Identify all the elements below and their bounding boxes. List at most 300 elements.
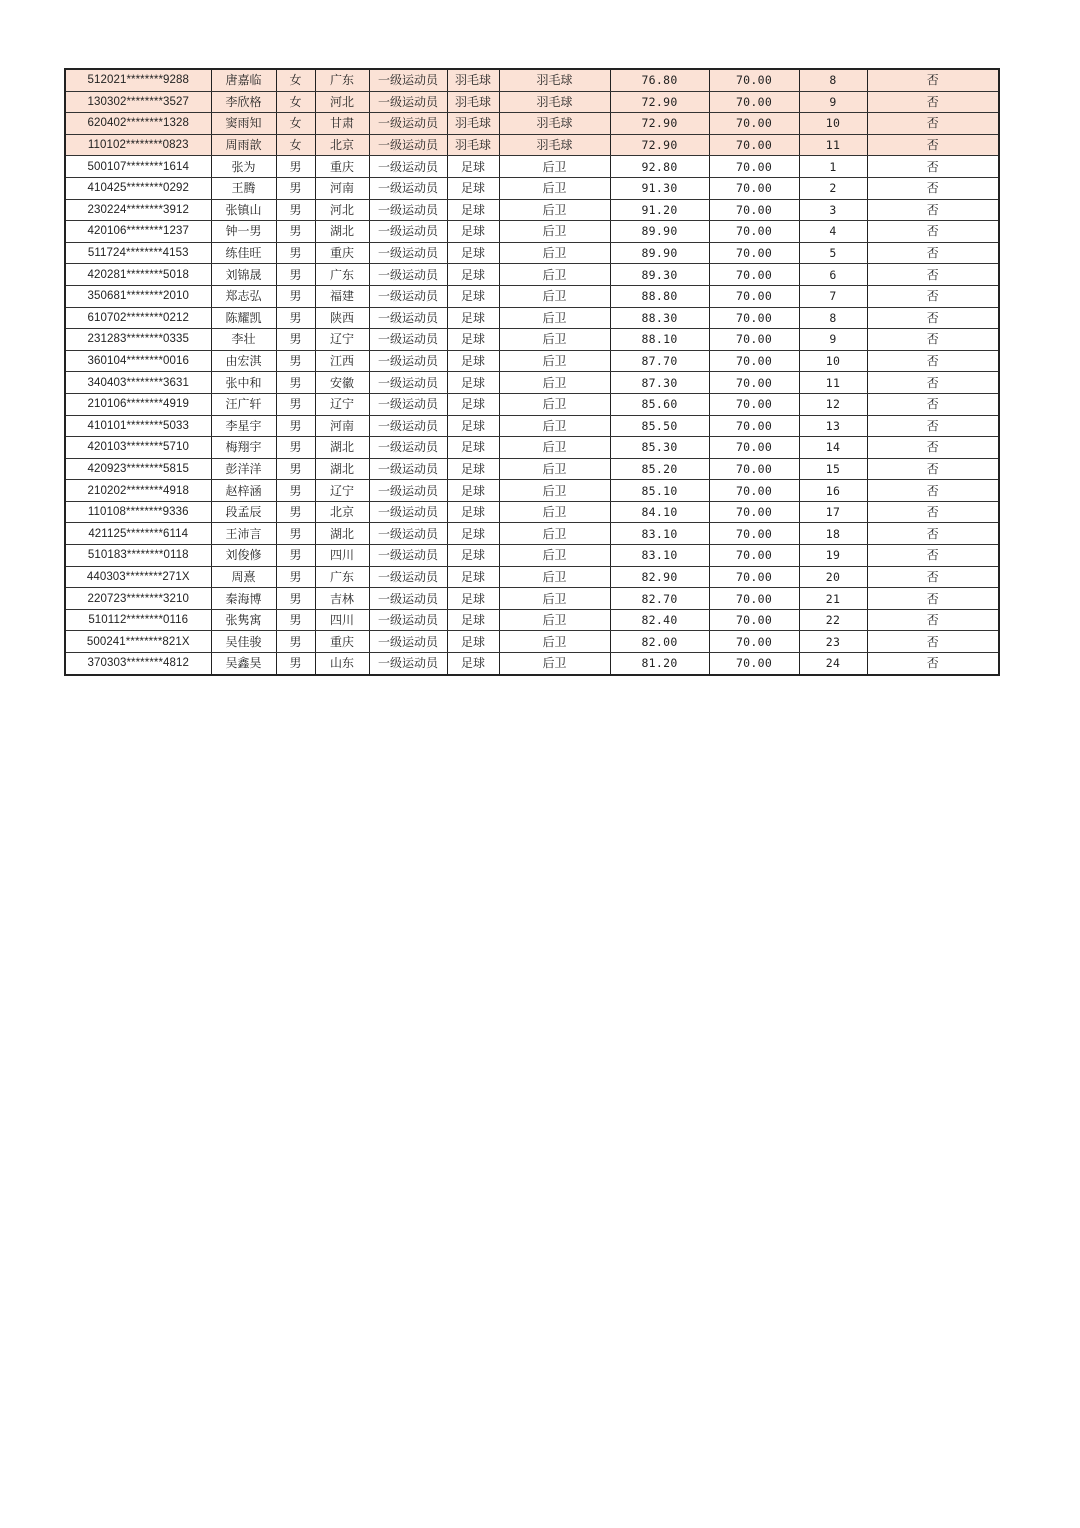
cell-rank: 18 — [799, 523, 867, 545]
cell-gender: 男 — [276, 566, 315, 588]
table-row — [65, 523, 999, 545]
cell-rank: 8 — [799, 69, 867, 91]
cell-sport: 足球 — [447, 523, 499, 545]
cell-sport: 羽毛球 — [447, 69, 499, 91]
cell-score: 81.20 — [610, 653, 709, 675]
cell-passing-line: 70.00 — [709, 631, 799, 653]
cell-event: 后卫 — [499, 609, 610, 631]
cell-province: 吉林 — [315, 588, 369, 610]
cell-id-number: 210202********4918 — [65, 480, 211, 502]
cell-score: 89.90 — [610, 221, 709, 243]
cell-athlete-level: 一级运动员 — [369, 199, 447, 221]
cell-flag: 否 — [867, 156, 999, 178]
cell-gender: 男 — [276, 480, 315, 502]
cell-id-number: 420103********5710 — [65, 437, 211, 459]
cell-name: 张隽寓 — [211, 609, 276, 631]
cell-province: 福建 — [315, 285, 369, 307]
cell-score: 92.80 — [610, 156, 709, 178]
cell-id-number: 410101********5033 — [65, 415, 211, 437]
table-row — [65, 480, 999, 502]
cell-rank: 22 — [799, 609, 867, 631]
cell-id-number: 340403********3631 — [65, 372, 211, 394]
table-row — [65, 285, 999, 307]
cell-event: 后卫 — [499, 545, 610, 567]
cell-flag: 否 — [867, 307, 999, 329]
cell-passing-line: 70.00 — [709, 113, 799, 135]
cell-name: 秦海博 — [211, 588, 276, 610]
cell-flag: 否 — [867, 91, 999, 113]
cell-athlete-level: 一级运动员 — [369, 458, 447, 480]
cell-flag: 否 — [867, 221, 999, 243]
cell-flag: 否 — [867, 480, 999, 502]
cell-athlete-level: 一级运动员 — [369, 501, 447, 523]
cell-flag: 否 — [867, 523, 999, 545]
table-row — [65, 221, 999, 243]
cell-id-number: 420923********5815 — [65, 458, 211, 480]
cell-province: 重庆 — [315, 156, 369, 178]
cell-gender: 男 — [276, 523, 315, 545]
cell-sport: 足球 — [447, 285, 499, 307]
cell-gender: 男 — [276, 156, 315, 178]
cell-sport: 足球 — [447, 653, 499, 675]
cell-athlete-level: 一级运动员 — [369, 480, 447, 502]
cell-gender: 男 — [276, 307, 315, 329]
cell-passing-line: 70.00 — [709, 588, 799, 610]
cell-gender: 男 — [276, 501, 315, 523]
cell-province: 河南 — [315, 177, 369, 199]
table-row — [65, 91, 999, 113]
cell-event: 后卫 — [499, 566, 610, 588]
cell-province: 湖北 — [315, 221, 369, 243]
table-row — [65, 566, 999, 588]
cell-sport: 足球 — [447, 329, 499, 351]
cell-event: 后卫 — [499, 285, 610, 307]
cell-flag: 否 — [867, 458, 999, 480]
cell-sport: 足球 — [447, 588, 499, 610]
cell-passing-line: 70.00 — [709, 199, 799, 221]
cell-rank: 14 — [799, 437, 867, 459]
cell-flag: 否 — [867, 264, 999, 286]
cell-province: 辽宁 — [315, 480, 369, 502]
cell-id-number: 420281********5018 — [65, 264, 211, 286]
cell-rank: 23 — [799, 631, 867, 653]
cell-gender: 女 — [276, 113, 315, 135]
cell-sport: 足球 — [447, 242, 499, 264]
table-row — [65, 545, 999, 567]
table-row — [65, 372, 999, 394]
cell-event: 后卫 — [499, 264, 610, 286]
cell-name: 张中和 — [211, 372, 276, 394]
cell-flag: 否 — [867, 437, 999, 459]
cell-gender: 男 — [276, 372, 315, 394]
table-row — [65, 307, 999, 329]
cell-name: 段孟辰 — [211, 501, 276, 523]
cell-passing-line: 70.00 — [709, 458, 799, 480]
cell-score: 83.10 — [610, 545, 709, 567]
cell-province: 河北 — [315, 199, 369, 221]
cell-name: 陈耀凯 — [211, 307, 276, 329]
cell-sport: 足球 — [447, 566, 499, 588]
cell-gender: 男 — [276, 631, 315, 653]
cell-passing-line: 70.00 — [709, 393, 799, 415]
cell-rank: 3 — [799, 199, 867, 221]
cell-sport: 羽毛球 — [447, 91, 499, 113]
cell-athlete-level: 一级运动员 — [369, 329, 447, 351]
cell-athlete-level: 一级运动员 — [369, 285, 447, 307]
table-row — [65, 458, 999, 480]
cell-gender: 男 — [276, 329, 315, 351]
table-row — [65, 264, 999, 286]
cell-name: 练佳旺 — [211, 242, 276, 264]
cell-gender: 男 — [276, 415, 315, 437]
table-row — [65, 588, 999, 610]
cell-sport: 足球 — [447, 480, 499, 502]
cell-flag: 否 — [867, 350, 999, 372]
table-row — [65, 113, 999, 135]
cell-province: 北京 — [315, 134, 369, 156]
cell-athlete-level: 一级运动员 — [369, 393, 447, 415]
cell-rank: 5 — [799, 242, 867, 264]
table-row — [65, 69, 999, 91]
cell-id-number: 500107********1614 — [65, 156, 211, 178]
cell-passing-line: 70.00 — [709, 242, 799, 264]
cell-score: 85.60 — [610, 393, 709, 415]
cell-flag: 否 — [867, 393, 999, 415]
cell-passing-line: 70.00 — [709, 372, 799, 394]
cell-gender: 男 — [276, 588, 315, 610]
cell-athlete-level: 一级运动员 — [369, 588, 447, 610]
cell-sport: 足球 — [447, 458, 499, 480]
cell-passing-line: 70.00 — [709, 307, 799, 329]
cell-flag: 否 — [867, 199, 999, 221]
cell-score: 83.10 — [610, 523, 709, 545]
cell-sport: 足球 — [447, 199, 499, 221]
cell-event: 后卫 — [499, 458, 610, 480]
cell-rank: 12 — [799, 393, 867, 415]
cell-athlete-level: 一级运动员 — [369, 415, 447, 437]
cell-id-number: 500241********821X — [65, 631, 211, 653]
cell-gender: 男 — [276, 545, 315, 567]
cell-sport: 足球 — [447, 609, 499, 631]
cell-id-number: 231283********0335 — [65, 329, 211, 351]
cell-score: 91.30 — [610, 177, 709, 199]
cell-province: 辽宁 — [315, 329, 369, 351]
cell-sport: 足球 — [447, 156, 499, 178]
cell-name: 赵梓涵 — [211, 480, 276, 502]
cell-athlete-level: 一级运动员 — [369, 609, 447, 631]
cell-event: 羽毛球 — [499, 91, 610, 113]
cell-event: 后卫 — [499, 199, 610, 221]
cell-athlete-level: 一级运动员 — [369, 221, 447, 243]
cell-athlete-level: 一级运动员 — [369, 69, 447, 91]
cell-id-number: 440303********271X — [65, 566, 211, 588]
cell-province: 广东 — [315, 264, 369, 286]
cell-sport: 足球 — [447, 307, 499, 329]
cell-flag: 否 — [867, 609, 999, 631]
cell-score: 72.90 — [610, 113, 709, 135]
cell-name: 吴佳骏 — [211, 631, 276, 653]
cell-athlete-level: 一级运动员 — [369, 91, 447, 113]
cell-id-number: 130302********3527 — [65, 91, 211, 113]
cell-gender: 女 — [276, 91, 315, 113]
cell-flag: 否 — [867, 177, 999, 199]
cell-score: 76.80 — [610, 69, 709, 91]
cell-rank: 4 — [799, 221, 867, 243]
cell-athlete-level: 一级运动员 — [369, 134, 447, 156]
cell-id-number: 511724********4153 — [65, 242, 211, 264]
cell-province: 山东 — [315, 653, 369, 675]
cell-gender: 男 — [276, 437, 315, 459]
cell-event: 后卫 — [499, 393, 610, 415]
cell-passing-line: 70.00 — [709, 545, 799, 567]
cell-passing-line: 70.00 — [709, 221, 799, 243]
cell-flag: 否 — [867, 415, 999, 437]
table-row — [65, 156, 999, 178]
roster-body — [65, 69, 999, 675]
cell-score: 82.40 — [610, 609, 709, 631]
table-row — [65, 350, 999, 372]
cell-gender: 男 — [276, 653, 315, 675]
cell-passing-line: 70.00 — [709, 285, 799, 307]
cell-name: 梅翔宇 — [211, 437, 276, 459]
cell-id-number: 610702********0212 — [65, 307, 211, 329]
cell-athlete-level: 一级运动员 — [369, 113, 447, 135]
cell-id-number: 220723********3210 — [65, 588, 211, 610]
cell-score: 85.30 — [610, 437, 709, 459]
cell-passing-line: 70.00 — [709, 350, 799, 372]
cell-province: 江西 — [315, 350, 369, 372]
cell-passing-line: 70.00 — [709, 91, 799, 113]
table-row — [65, 177, 999, 199]
cell-sport: 足球 — [447, 372, 499, 394]
cell-score: 84.10 — [610, 501, 709, 523]
cell-flag: 否 — [867, 329, 999, 351]
cell-province: 湖北 — [315, 437, 369, 459]
cell-score: 82.70 — [610, 588, 709, 610]
cell-athlete-level: 一级运动员 — [369, 545, 447, 567]
cell-rank: 13 — [799, 415, 867, 437]
cell-name: 李欣格 — [211, 91, 276, 113]
cell-province: 重庆 — [315, 242, 369, 264]
cell-gender: 男 — [276, 264, 315, 286]
cell-name: 彭洋洋 — [211, 458, 276, 480]
cell-id-number: 510112********0116 — [65, 609, 211, 631]
cell-province: 北京 — [315, 501, 369, 523]
cell-sport: 足球 — [447, 631, 499, 653]
cell-score: 87.70 — [610, 350, 709, 372]
cell-passing-line: 70.00 — [709, 566, 799, 588]
cell-id-number: 360104********0016 — [65, 350, 211, 372]
cell-passing-line: 70.00 — [709, 415, 799, 437]
cell-event: 羽毛球 — [499, 69, 610, 91]
cell-event: 后卫 — [499, 156, 610, 178]
cell-athlete-level: 一级运动员 — [369, 653, 447, 675]
cell-id-number: 421125********6114 — [65, 523, 211, 545]
cell-id-number: 230224********3912 — [65, 199, 211, 221]
table-row — [65, 415, 999, 437]
cell-athlete-level: 一级运动员 — [369, 242, 447, 264]
cell-rank: 15 — [799, 458, 867, 480]
cell-event: 后卫 — [499, 221, 610, 243]
cell-athlete-level: 一级运动员 — [369, 307, 447, 329]
cell-sport: 羽毛球 — [447, 134, 499, 156]
cell-id-number: 420106********1237 — [65, 221, 211, 243]
cell-event: 后卫 — [499, 307, 610, 329]
cell-rank: 9 — [799, 91, 867, 113]
cell-name: 由宏淇 — [211, 350, 276, 372]
cell-rank: 1 — [799, 156, 867, 178]
cell-athlete-level: 一级运动员 — [369, 156, 447, 178]
cell-flag: 否 — [867, 588, 999, 610]
cell-sport: 足球 — [447, 415, 499, 437]
table-row — [65, 501, 999, 523]
table-row — [65, 437, 999, 459]
cell-event: 后卫 — [499, 437, 610, 459]
cell-id-number: 510183********0118 — [65, 545, 211, 567]
cell-id-number: 370303********4812 — [65, 653, 211, 675]
cell-flag: 否 — [867, 285, 999, 307]
table-row — [65, 653, 999, 675]
cell-rank: 11 — [799, 372, 867, 394]
cell-gender: 女 — [276, 134, 315, 156]
cell-score: 85.20 — [610, 458, 709, 480]
cell-name: 李星宇 — [211, 415, 276, 437]
cell-athlete-level: 一级运动员 — [369, 177, 447, 199]
cell-rank: 9 — [799, 329, 867, 351]
cell-event: 后卫 — [499, 653, 610, 675]
cell-event: 后卫 — [499, 177, 610, 199]
cell-event: 羽毛球 — [499, 134, 610, 156]
cell-province: 河南 — [315, 415, 369, 437]
cell-score: 82.90 — [610, 566, 709, 588]
cell-name: 王腾 — [211, 177, 276, 199]
cell-event: 后卫 — [499, 588, 610, 610]
cell-athlete-level: 一级运动员 — [369, 437, 447, 459]
table-row — [65, 199, 999, 221]
cell-province: 甘肃 — [315, 113, 369, 135]
cell-name: 刘俊修 — [211, 545, 276, 567]
cell-event: 后卫 — [499, 501, 610, 523]
cell-name: 吴鑫昊 — [211, 653, 276, 675]
cell-rank: 10 — [799, 113, 867, 135]
cell-province: 陕西 — [315, 307, 369, 329]
cell-gender: 男 — [276, 609, 315, 631]
cell-athlete-level: 一级运动员 — [369, 631, 447, 653]
cell-score: 82.00 — [610, 631, 709, 653]
cell-province: 河北 — [315, 91, 369, 113]
cell-province: 湖北 — [315, 458, 369, 480]
cell-name: 王沛言 — [211, 523, 276, 545]
cell-score: 85.10 — [610, 480, 709, 502]
cell-passing-line: 70.00 — [709, 653, 799, 675]
cell-event: 后卫 — [499, 480, 610, 502]
cell-score: 88.10 — [610, 329, 709, 351]
cell-id-number: 350681********2010 — [65, 285, 211, 307]
cell-athlete-level: 一级运动员 — [369, 523, 447, 545]
cell-score: 91.20 — [610, 199, 709, 221]
cell-province: 四川 — [315, 545, 369, 567]
cell-name: 周雨歆 — [211, 134, 276, 156]
table-row — [65, 609, 999, 631]
cell-passing-line: 70.00 — [709, 134, 799, 156]
cell-province: 广东 — [315, 566, 369, 588]
table-row — [65, 329, 999, 351]
table-row — [65, 631, 999, 653]
cell-passing-line: 70.00 — [709, 329, 799, 351]
cell-rank: 24 — [799, 653, 867, 675]
cell-rank: 2 — [799, 177, 867, 199]
cell-rank: 16 — [799, 480, 867, 502]
cell-passing-line: 70.00 — [709, 69, 799, 91]
cell-rank: 8 — [799, 307, 867, 329]
cell-name: 周熹 — [211, 566, 276, 588]
cell-flag: 否 — [867, 545, 999, 567]
cell-id-number: 210106********4919 — [65, 393, 211, 415]
cell-name: 唐嘉临 — [211, 69, 276, 91]
cell-athlete-level: 一级运动员 — [369, 372, 447, 394]
cell-name: 窦雨知 — [211, 113, 276, 135]
cell-sport: 足球 — [447, 437, 499, 459]
cell-rank: 10 — [799, 350, 867, 372]
cell-passing-line: 70.00 — [709, 156, 799, 178]
cell-province: 安徽 — [315, 372, 369, 394]
cell-rank: 20 — [799, 566, 867, 588]
cell-rank: 19 — [799, 545, 867, 567]
cell-passing-line: 70.00 — [709, 264, 799, 286]
cell-flag: 否 — [867, 653, 999, 675]
cell-flag: 否 — [867, 134, 999, 156]
cell-id-number: 110108********9336 — [65, 501, 211, 523]
cell-flag: 否 — [867, 631, 999, 653]
cell-score: 88.30 — [610, 307, 709, 329]
cell-event: 羽毛球 — [499, 113, 610, 135]
cell-passing-line: 70.00 — [709, 501, 799, 523]
cell-name: 汪广轩 — [211, 393, 276, 415]
cell-passing-line: 70.00 — [709, 609, 799, 631]
cell-gender: 男 — [276, 199, 315, 221]
cell-score: 85.50 — [610, 415, 709, 437]
cell-id-number: 620402********1328 — [65, 113, 211, 135]
cell-score: 88.80 — [610, 285, 709, 307]
cell-flag: 否 — [867, 113, 999, 135]
athlete-roster-table — [64, 68, 1000, 676]
cell-sport: 足球 — [447, 221, 499, 243]
cell-flag: 否 — [867, 501, 999, 523]
cell-sport: 足球 — [447, 545, 499, 567]
cell-sport: 足球 — [447, 501, 499, 523]
cell-id-number: 110102********0823 — [65, 134, 211, 156]
cell-sport: 足球 — [447, 264, 499, 286]
cell-event: 后卫 — [499, 329, 610, 351]
cell-gender: 男 — [276, 285, 315, 307]
cell-province: 广东 — [315, 69, 369, 91]
cell-passing-line: 70.00 — [709, 437, 799, 459]
cell-id-number: 410425********0292 — [65, 177, 211, 199]
cell-flag: 否 — [867, 69, 999, 91]
cell-rank: 11 — [799, 134, 867, 156]
cell-flag: 否 — [867, 566, 999, 588]
cell-score: 89.30 — [610, 264, 709, 286]
cell-name: 李壮 — [211, 329, 276, 351]
cell-gender: 男 — [276, 350, 315, 372]
cell-flag: 否 — [867, 372, 999, 394]
cell-score: 87.30 — [610, 372, 709, 394]
cell-name: 张镇山 — [211, 199, 276, 221]
cell-name: 钟一男 — [211, 221, 276, 243]
cell-name: 刘锦晟 — [211, 264, 276, 286]
cell-province: 重庆 — [315, 631, 369, 653]
cell-event: 后卫 — [499, 350, 610, 372]
